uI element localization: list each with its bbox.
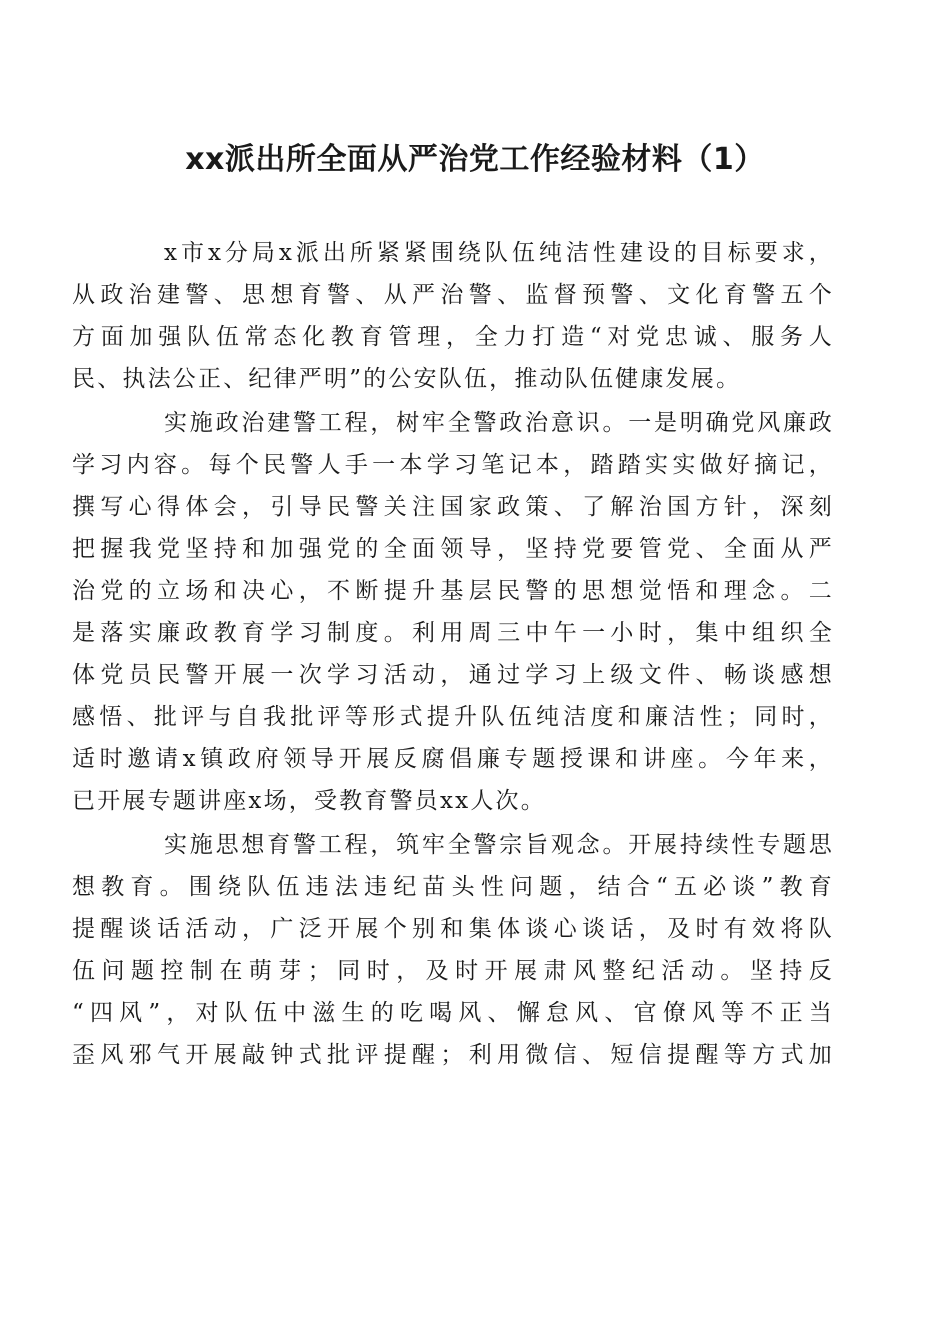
paragraph <box>72 232 834 400</box>
document-body <box>72 232 834 1078</box>
text-line: 感悟、批评与自我批评等形式提升队伍纯洁度和廉洁性；同时， <box>72 704 834 730</box>
text-line: 从政治建警、思想育警、从严治警、监督预警、文化育警五个 <box>72 282 834 308</box>
text-line: “四风”，对队伍中滋生的吃喝风、懈怠风、官僚风等不正当 <box>72 1000 834 1026</box>
text-line: 是落实廉政教育学习制度。利用周三中午一小时，集中组织全 <box>72 620 834 646</box>
paragraph <box>72 824 834 1076</box>
text-line: 撰写心得体会，引导民警关注国家政策、了解治国方针，深刻 <box>72 494 834 520</box>
text-line: x市x分局x派出所紧紧围绕队伍纯洁性建设的目标要求， <box>164 240 834 266</box>
document-title: xx派出所全面从严治党工作经验材料（1） <box>185 142 765 177</box>
text-line: 歪风邪气开展敲钟式批评提醒；利用微信、短信提醒等方式加 <box>72 1042 834 1068</box>
text-line: 伍问题控制在萌芽；同时，及时开展肃风整纪活动。坚持反 <box>72 958 834 984</box>
text-line: 方面加强队伍常态化教育管理，全力打造“对党忠诚、服务人 <box>72 324 834 350</box>
text-line: 适时邀请x镇政府领导开展反腐倡廉专题授课和讲座。今年来， <box>72 746 834 772</box>
text-line: 民、执法公正、纪律严明”的公安队伍，推动队伍健康发展。 <box>72 366 742 392</box>
text-line: 学习内容。每个民警人手一本学习笔记本，踏踏实实做好摘记， <box>72 452 834 478</box>
text-line: 把握我党坚持和加强党的全面领导，坚持党要管党、全面从严 <box>72 536 834 562</box>
text-line: 提醒谈话活动，广泛开展个别和集体谈心谈话，及时有效将队 <box>72 916 834 942</box>
text-line: 想教育。围绕队伍违法违纪苗头性问题，结合“五必谈”教育 <box>72 874 834 900</box>
text-line: 实施政治建警工程，树牢全警政治意识。一是明确党风廉政 <box>164 410 834 436</box>
text-line: 治党的立场和决心，不断提升基层民警的思想觉悟和理念。二 <box>72 578 834 604</box>
text-line: 实施思想育警工程，筑牢全警宗旨观念。开展持续性专题思 <box>164 832 834 858</box>
paragraph <box>72 402 834 822</box>
text-line: 已开展专题讲座x场，受教育警员xx人次。 <box>72 788 546 814</box>
text-line: 体党员民警开展一次学习活动，通过学习上级文件、畅谈感想 <box>72 662 834 688</box>
